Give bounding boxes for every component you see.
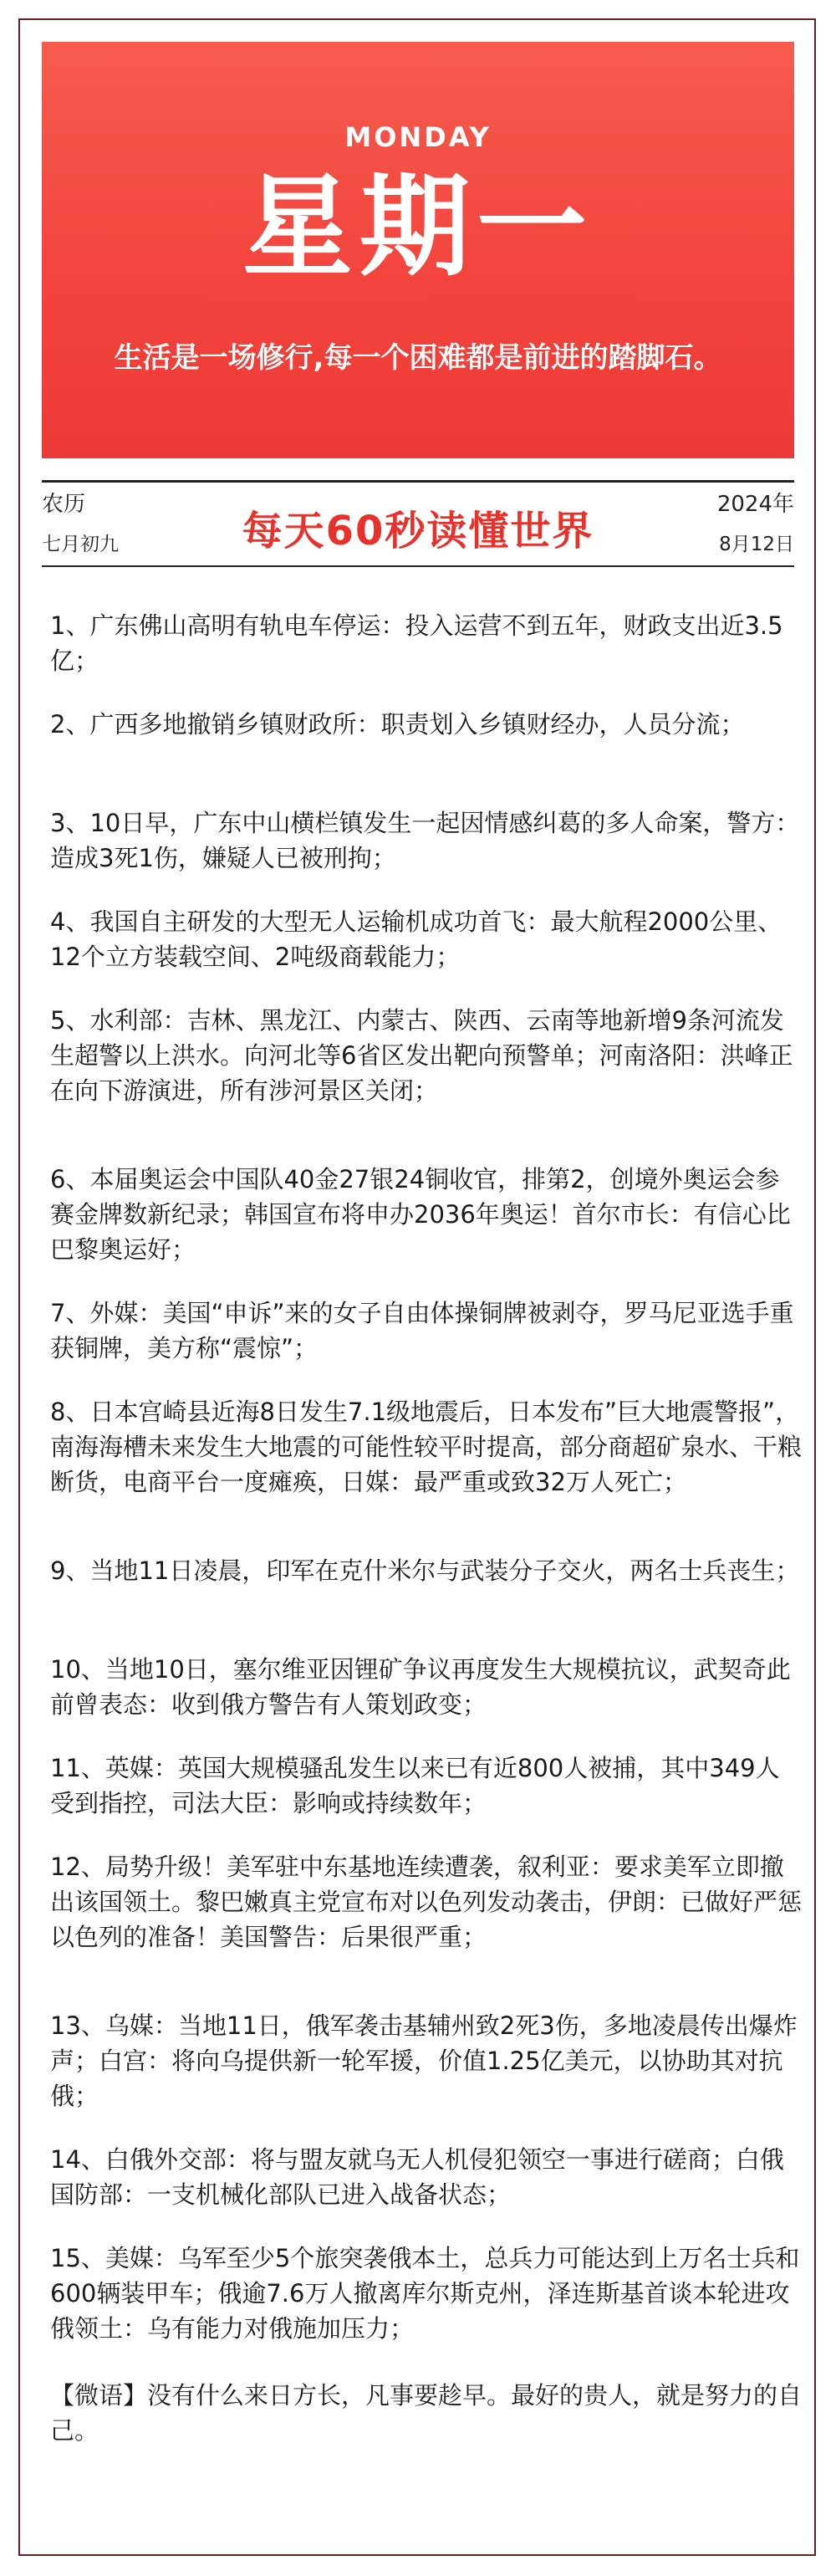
header-rule-bottom: [42, 565, 794, 567]
news-item-5: 5、水利部：吉林、黑龙江、内蒙古、陕西、云南等地新增9条河流发生超警以上洪水。向河北等6省区发出靶向预警单；河南洛阳：洪峰正在向下游演进，所有涉河景区关闭；: [50, 1006, 793, 1105]
news-item-6: 6、本届奥运会中国队40金27银24铜收官，排第2，创境外奥运会参赛金牌数新纪录；韩国宣布将申办2036年奥运！首尔市长：有信心比巴黎奥运好；: [50, 1165, 791, 1264]
news-item-1: 1、广东佛山高明有轨电车停运：投入运营不到五年，财政支出近3.5亿；: [50, 611, 783, 675]
day-banner: [42, 42, 794, 458]
closing-quote: 【微语】没有什么来日方长，凡事要趁早。最好的贵人，就是努力的自己。: [50, 2381, 803, 2445]
weekday-chinese: 星期一: [242, 163, 594, 292]
news-item-13: 13、乌媒：当地11日，俄军袭击基辅州致2死3伤，多地凌晨传出爆炸声；白宫：将向乌提供新一轮军援，价值1.25亿美元，以协助其对抗俄；: [50, 2011, 798, 2110]
news-item-4: 4、我国自主研发的大型无人运输机成功首飞：最大航程2000公里、12个立方装载空间、2吨级商载能力；: [50, 907, 782, 971]
lunar-label: 农历: [42, 492, 86, 517]
daily-motto: 生活是一场修行,每一个困难都是前进的踏脚石。: [114, 341, 722, 375]
weekday-english: MONDAY: [344, 121, 492, 153]
news-item-10: 10、当地10日，塞尔维亚因锂矿争议再度发生大规模抗议，武契奇此前曾表态：收到俄方警告有人策划政变；: [50, 1655, 791, 1719]
news-item-3: 3、10日早，广东中山横栏镇发生一起因情感纠葛的多人命案，警方：造成3死1伤，嫌疑人已被刑拘；: [50, 809, 800, 872]
page-title: 每天60秒读懂世界: [242, 508, 594, 555]
year-label: 2024年: [716, 492, 794, 517]
news-item-11: 11、英媒：英国大规模骚乱发生以来已有近800人被捕，其中349人受到指控，司法大臣：影响或持续数年；: [50, 1754, 780, 1817]
news-item-8: 8、日本宫崎县近海8日发生7.1级地震后，日本发布”巨大地震警报”，南海海槽未来发生大地震的可能性较平时提高，部分商超矿泉水、干粮断货，电商平台一度瘫痪，日媒：最严重或致32万人死亡；: [50, 1398, 803, 1496]
news-item-7: 7、外媒：美国“申诉”来的女子自由体操铜牌被剥夺，罗马尼亚选手重获铜牌，美方称“震惊”；: [50, 1299, 794, 1362]
header-rule-top: [42, 480, 794, 483]
news-item-15: 15、美媒：乌军至少5个旅突袭俄本土，总兵力可能达到上万名士兵和600辆装甲车；俄逾7.6万人撤离库尔斯克州，泽连斯基首谈本轮进攻俄领土：乌有能力对俄施加压力；: [50, 2244, 800, 2343]
news-item-2: 2、广西多地撤销乡镇财政所：职责划入乡镇财经办，人员分流；: [50, 710, 745, 739]
date-label: 8月12日: [719, 534, 794, 555]
lunar-date: 七月初九: [42, 534, 119, 555]
news-item-9: 9、当地11日凌晨，印军在克什米尔与武装分子交火，两名士兵丧生；: [50, 1556, 800, 1585]
news-item-12: 12、局势升级！美军驻中东基地连续遭袭，叙利亚：要求美军立即撤出该国领土。黎巴嫩真主党宣布对以色列发动袭击，伊朗：已做好严惩以色列的准备！美国警告：后果很严重；: [50, 1853, 803, 1951]
news-item-14: 14、白俄外交部：将与盟友就乌无人机侵犯领空一事进行磋商；白俄国防部：一支机械化部队已进入战备状态；: [50, 2145, 784, 2209]
